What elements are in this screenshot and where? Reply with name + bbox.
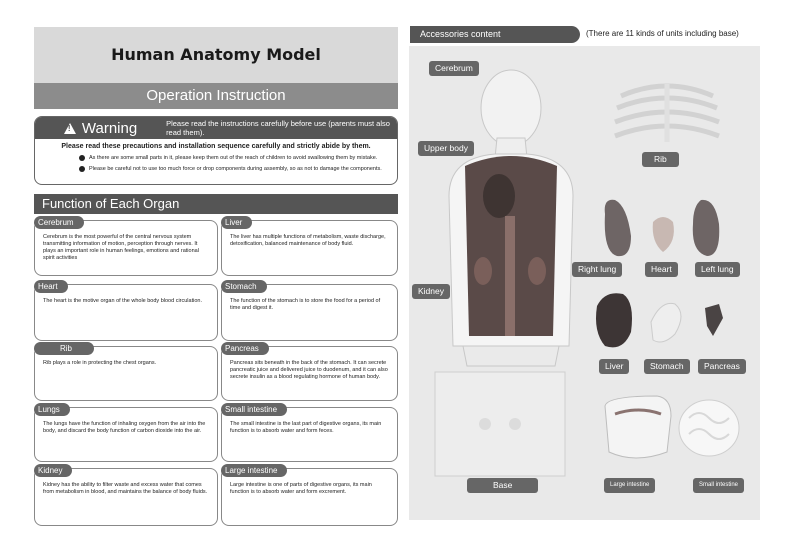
tag-left-lung: Left lung	[695, 262, 740, 277]
warning-triangle-icon	[64, 123, 76, 134]
organ-card-label: Stomach	[221, 280, 267, 293]
warning-title-text: Warning	[81, 119, 138, 137]
warning-title	[35, 120, 166, 137]
left-lung-image	[693, 200, 719, 256]
organ-card-text: The heart is the motive organ of the whole body blood circulation.	[43, 298, 202, 304]
tag-stomach: Stomach	[644, 359, 690, 374]
stomach-image	[651, 303, 681, 342]
warning-item	[79, 155, 397, 161]
organ-card-label: Heart	[34, 280, 68, 293]
organ-card-stomach	[221, 284, 398, 341]
warning-item	[79, 166, 397, 172]
accessories-heading: Accessories content	[410, 26, 580, 43]
organ-card-lungs	[34, 407, 218, 462]
organ-card-label: Rib	[34, 342, 94, 355]
organ-card-text: Large intestine is one of parts of digestive organs, its main function is to absorb water and form excrement.	[230, 482, 372, 495]
organ-card-text: Rib plays a role in protecting the chest organs.	[43, 360, 157, 366]
organ-card-label: Pancreas	[221, 342, 269, 355]
tag-cerebrum: Cerebrum	[429, 61, 479, 76]
organ-card-large-intestine	[221, 468, 398, 526]
page-title: Human Anatomy Model	[111, 45, 321, 64]
tag-liver: Liver	[599, 359, 629, 374]
rib-cage-image	[615, 84, 719, 142]
tag-kidney: Kidney	[412, 284, 450, 299]
organ-card-text: Pancreas sits beneath in the back of the stomach. It can secrete pancreatic juice and delivered juice to duodenum, and it can also secrete insulin as a blood regulating hormone of human body.	[230, 360, 388, 380]
organ-card-text: The small intestine is the last part of digestive organs, its main function is to absorb water and form feces.	[230, 421, 382, 434]
tag-small-intestine: Small intestine	[693, 478, 744, 493]
organ-card-rib	[34, 346, 218, 401]
bullet-icon	[79, 166, 85, 172]
organ-card-label: Cerebrum	[34, 216, 84, 229]
liver-image	[596, 293, 632, 347]
title-box	[34, 27, 398, 83]
tag-rib: Rib	[642, 152, 679, 167]
organ-card-small-intestine	[221, 407, 398, 462]
organ-card-label: Liver	[221, 216, 252, 229]
organ-card-kidney	[34, 468, 218, 526]
organ-card-cerebrum	[34, 220, 218, 276]
base-image	[435, 372, 565, 476]
tag-pancreas: Pancreas	[698, 359, 746, 374]
warning-subheading: Please read these precautions and installation sequence carefully and strictly abide by them.	[61, 143, 371, 150]
accessories-illustration	[409, 46, 760, 520]
organ-card-label: Kidney	[34, 464, 72, 477]
function-heading: Function of Each Organ	[34, 194, 398, 214]
tag-right-lung: Right lung	[572, 262, 622, 277]
accessories-panel	[409, 46, 760, 520]
pancreas-image	[705, 304, 723, 336]
organ-card-label: Small intestine	[221, 403, 287, 416]
organ-card-text: The function of the stomach is to store the food for a period of time and digest it.	[230, 298, 381, 311]
organ-card-heart	[34, 284, 218, 341]
operation-instruction-bar: Operation Instruction	[34, 83, 398, 109]
small-intestine-image	[679, 400, 739, 456]
organ-card-text: Cerebrum is the most powerful of the central nervous system transmitting information of motion, perception through nerves. It plays an important role in human feelings, emotions and rational spirit activities	[43, 234, 199, 261]
heart-image	[653, 217, 674, 252]
warning-item-text: As there are some small parts in it, please keep them out of the reach of children to avoid swallowing them by mistake.	[89, 155, 378, 161]
tag-base: Base	[467, 478, 538, 493]
organ-card-label: Large intestine	[221, 464, 287, 477]
accessories-note: (There are 11 kinds of units including base)	[586, 29, 739, 38]
warning-box	[34, 116, 398, 185]
torso-model-image	[449, 70, 573, 366]
organ-card-text: The lungs have the function of inhaling oxygen from the air into the body, and discard the body function of carbon dioxide into the air.	[43, 421, 206, 434]
right-lung-image	[605, 200, 631, 256]
warning-item-text: Please be careful not to use too much force or drop components during assembly, so as not to damage the components.	[89, 166, 382, 172]
organ-card-text: Kidney has the ability to filter waste and excess water that comes from metabolism in blood, and maintains the balance of body fluids.	[43, 482, 208, 495]
organ-card-text: The liver has multiple functions of metabolism, waste discharge, detoxification, balanced maintenance of body fluid.	[230, 234, 386, 247]
organ-card-label: Lungs	[34, 403, 70, 416]
warning-note: Please read the instructions carefully before use (parents must also read them).	[166, 119, 390, 137]
warning-header	[35, 117, 397, 139]
tag-heart: Heart	[645, 262, 678, 277]
tag-upper-body: Upper body	[418, 141, 474, 156]
organ-card-liver	[221, 220, 398, 276]
large-intestine-image	[605, 396, 671, 458]
bullet-icon	[79, 155, 85, 161]
organ-card-pancreas	[221, 346, 398, 401]
tag-large-intestine: Large intestine	[604, 478, 655, 493]
